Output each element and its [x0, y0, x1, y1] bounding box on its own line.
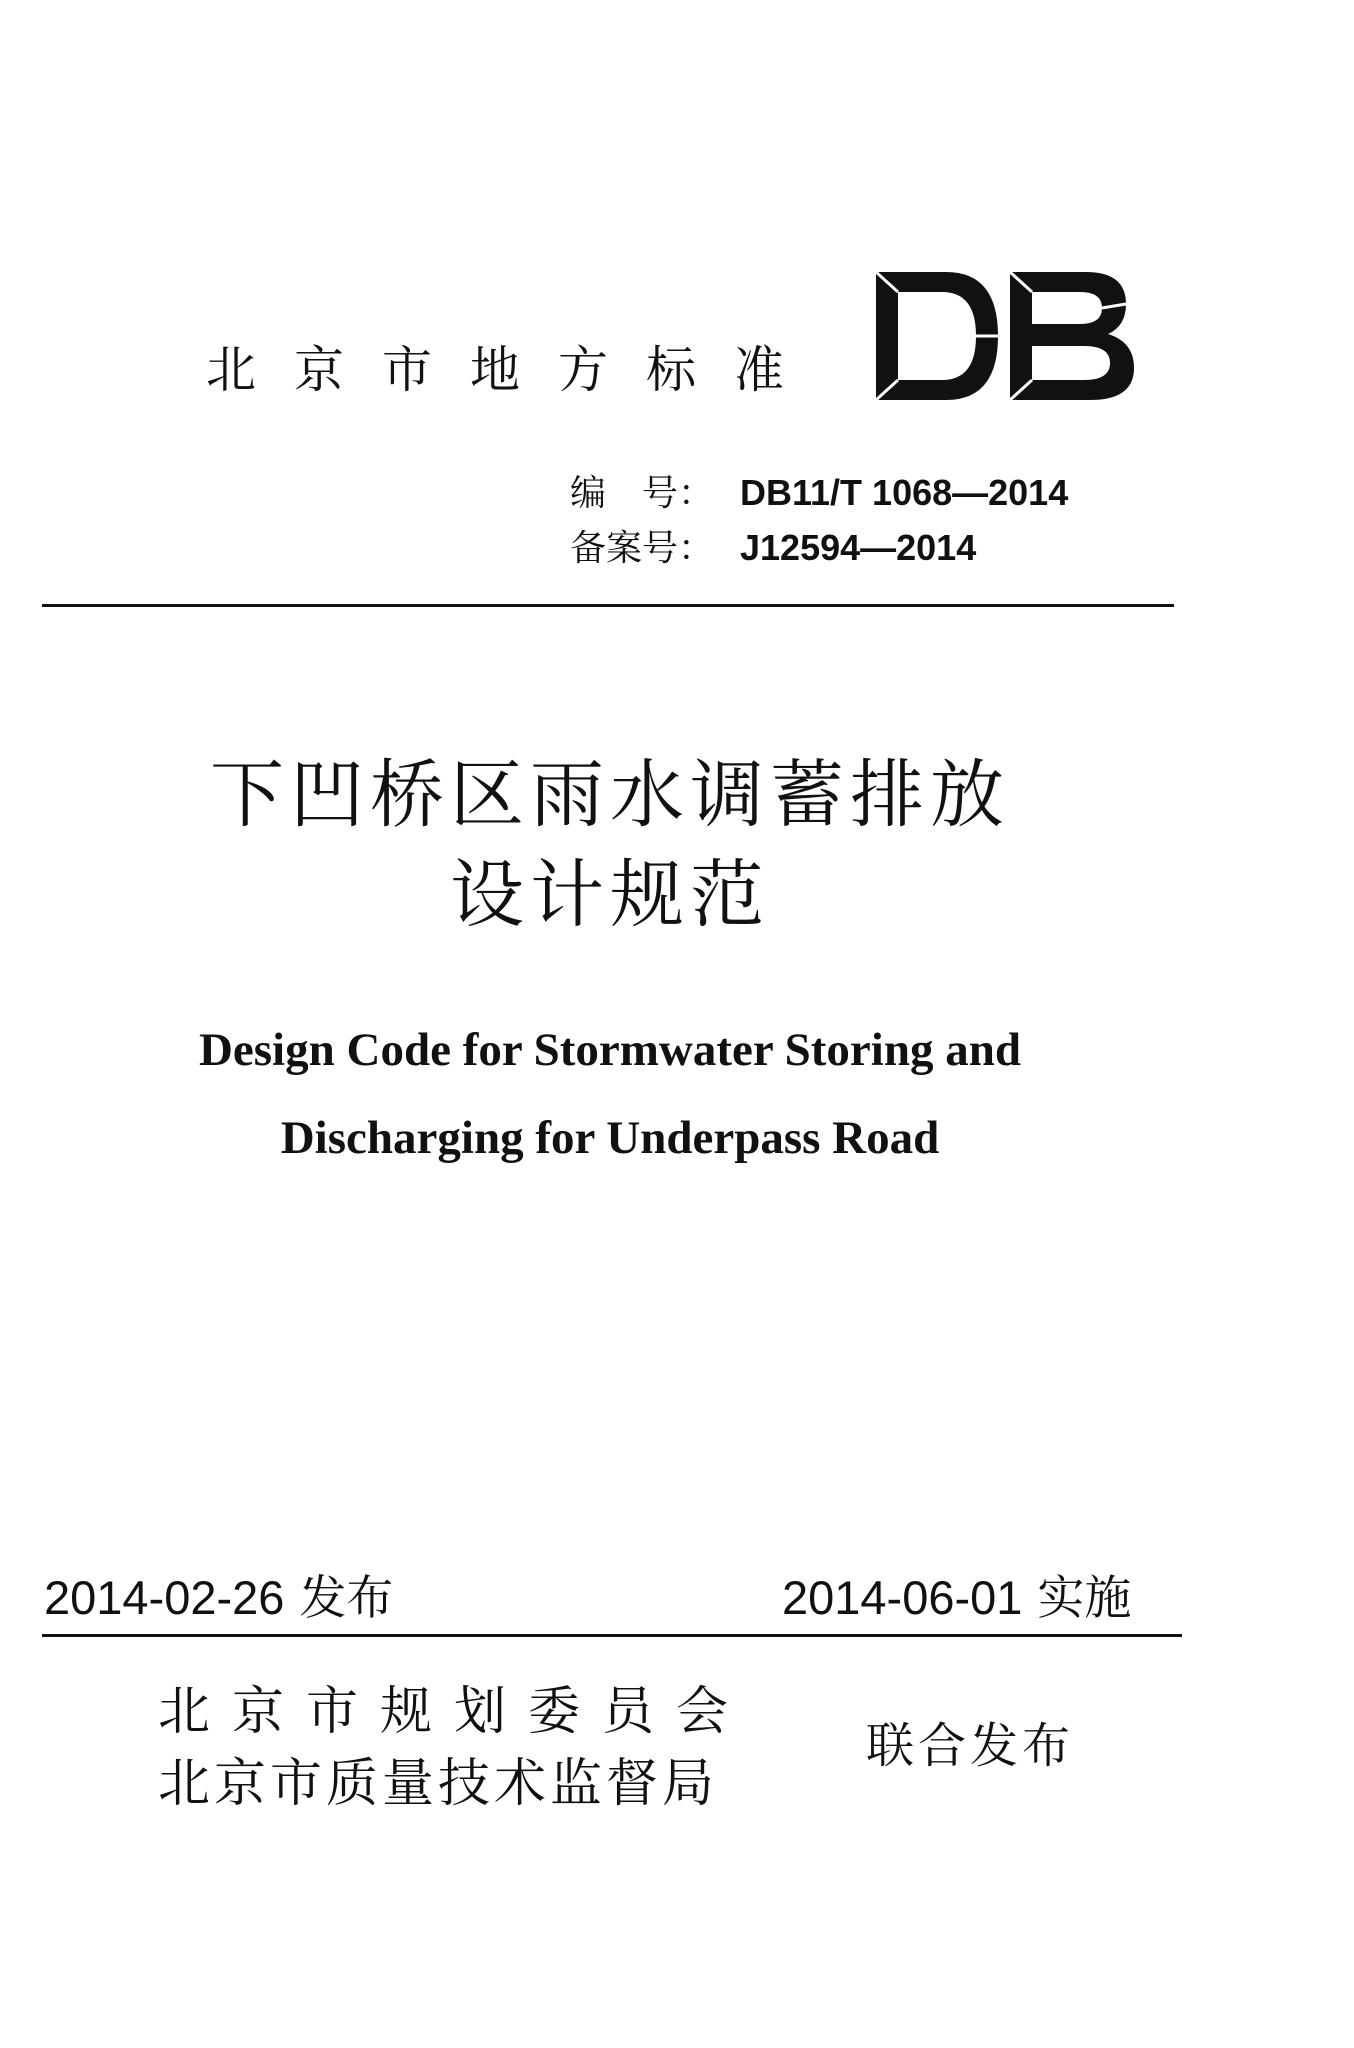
title-en-line1: Design Code for Stormwater Storing and: [198, 1024, 1022, 1076]
db-logo-text: DB: [876, 270, 878, 271]
db-logo: [876, 270, 1136, 402]
title-cn-line2: 设计规范: [450, 852, 770, 938]
code-row: [570, 466, 1068, 521]
title-en-line2: Discharging for Underpass Road: [280, 1112, 940, 1164]
issuer-1: 北京市规划委员会: [158, 1682, 751, 1742]
implement-date-block: [782, 1568, 1131, 1629]
standard-type-heading: 北京市地方标准: [206, 341, 822, 399]
implement-label: 实施: [1037, 1571, 1132, 1626]
code-value: DB11/T 1068—2014: [740, 472, 1069, 513]
filing-row: [570, 521, 1068, 576]
publish-date: 2014-02-26: [44, 1571, 285, 1624]
bottom-divider: [42, 1634, 1182, 1637]
filing-label: 备案号：: [570, 528, 715, 569]
implement-date: 2014-06-01: [782, 1571, 1023, 1624]
top-divider: [42, 604, 1174, 607]
title-cn-line1: 下凹桥区雨水调蓄排放: [210, 752, 1010, 838]
publish-date-block: [44, 1568, 393, 1629]
joint-publish-label: 联合发布: [866, 1718, 1075, 1774]
issuer-2: 北京市质量技术监督局: [158, 1754, 719, 1814]
publish-label: 发布: [299, 1571, 394, 1626]
code-label: 编 号：: [570, 473, 715, 514]
filing-value: J12594—2014: [740, 527, 977, 568]
standard-meta: [570, 466, 1068, 576]
